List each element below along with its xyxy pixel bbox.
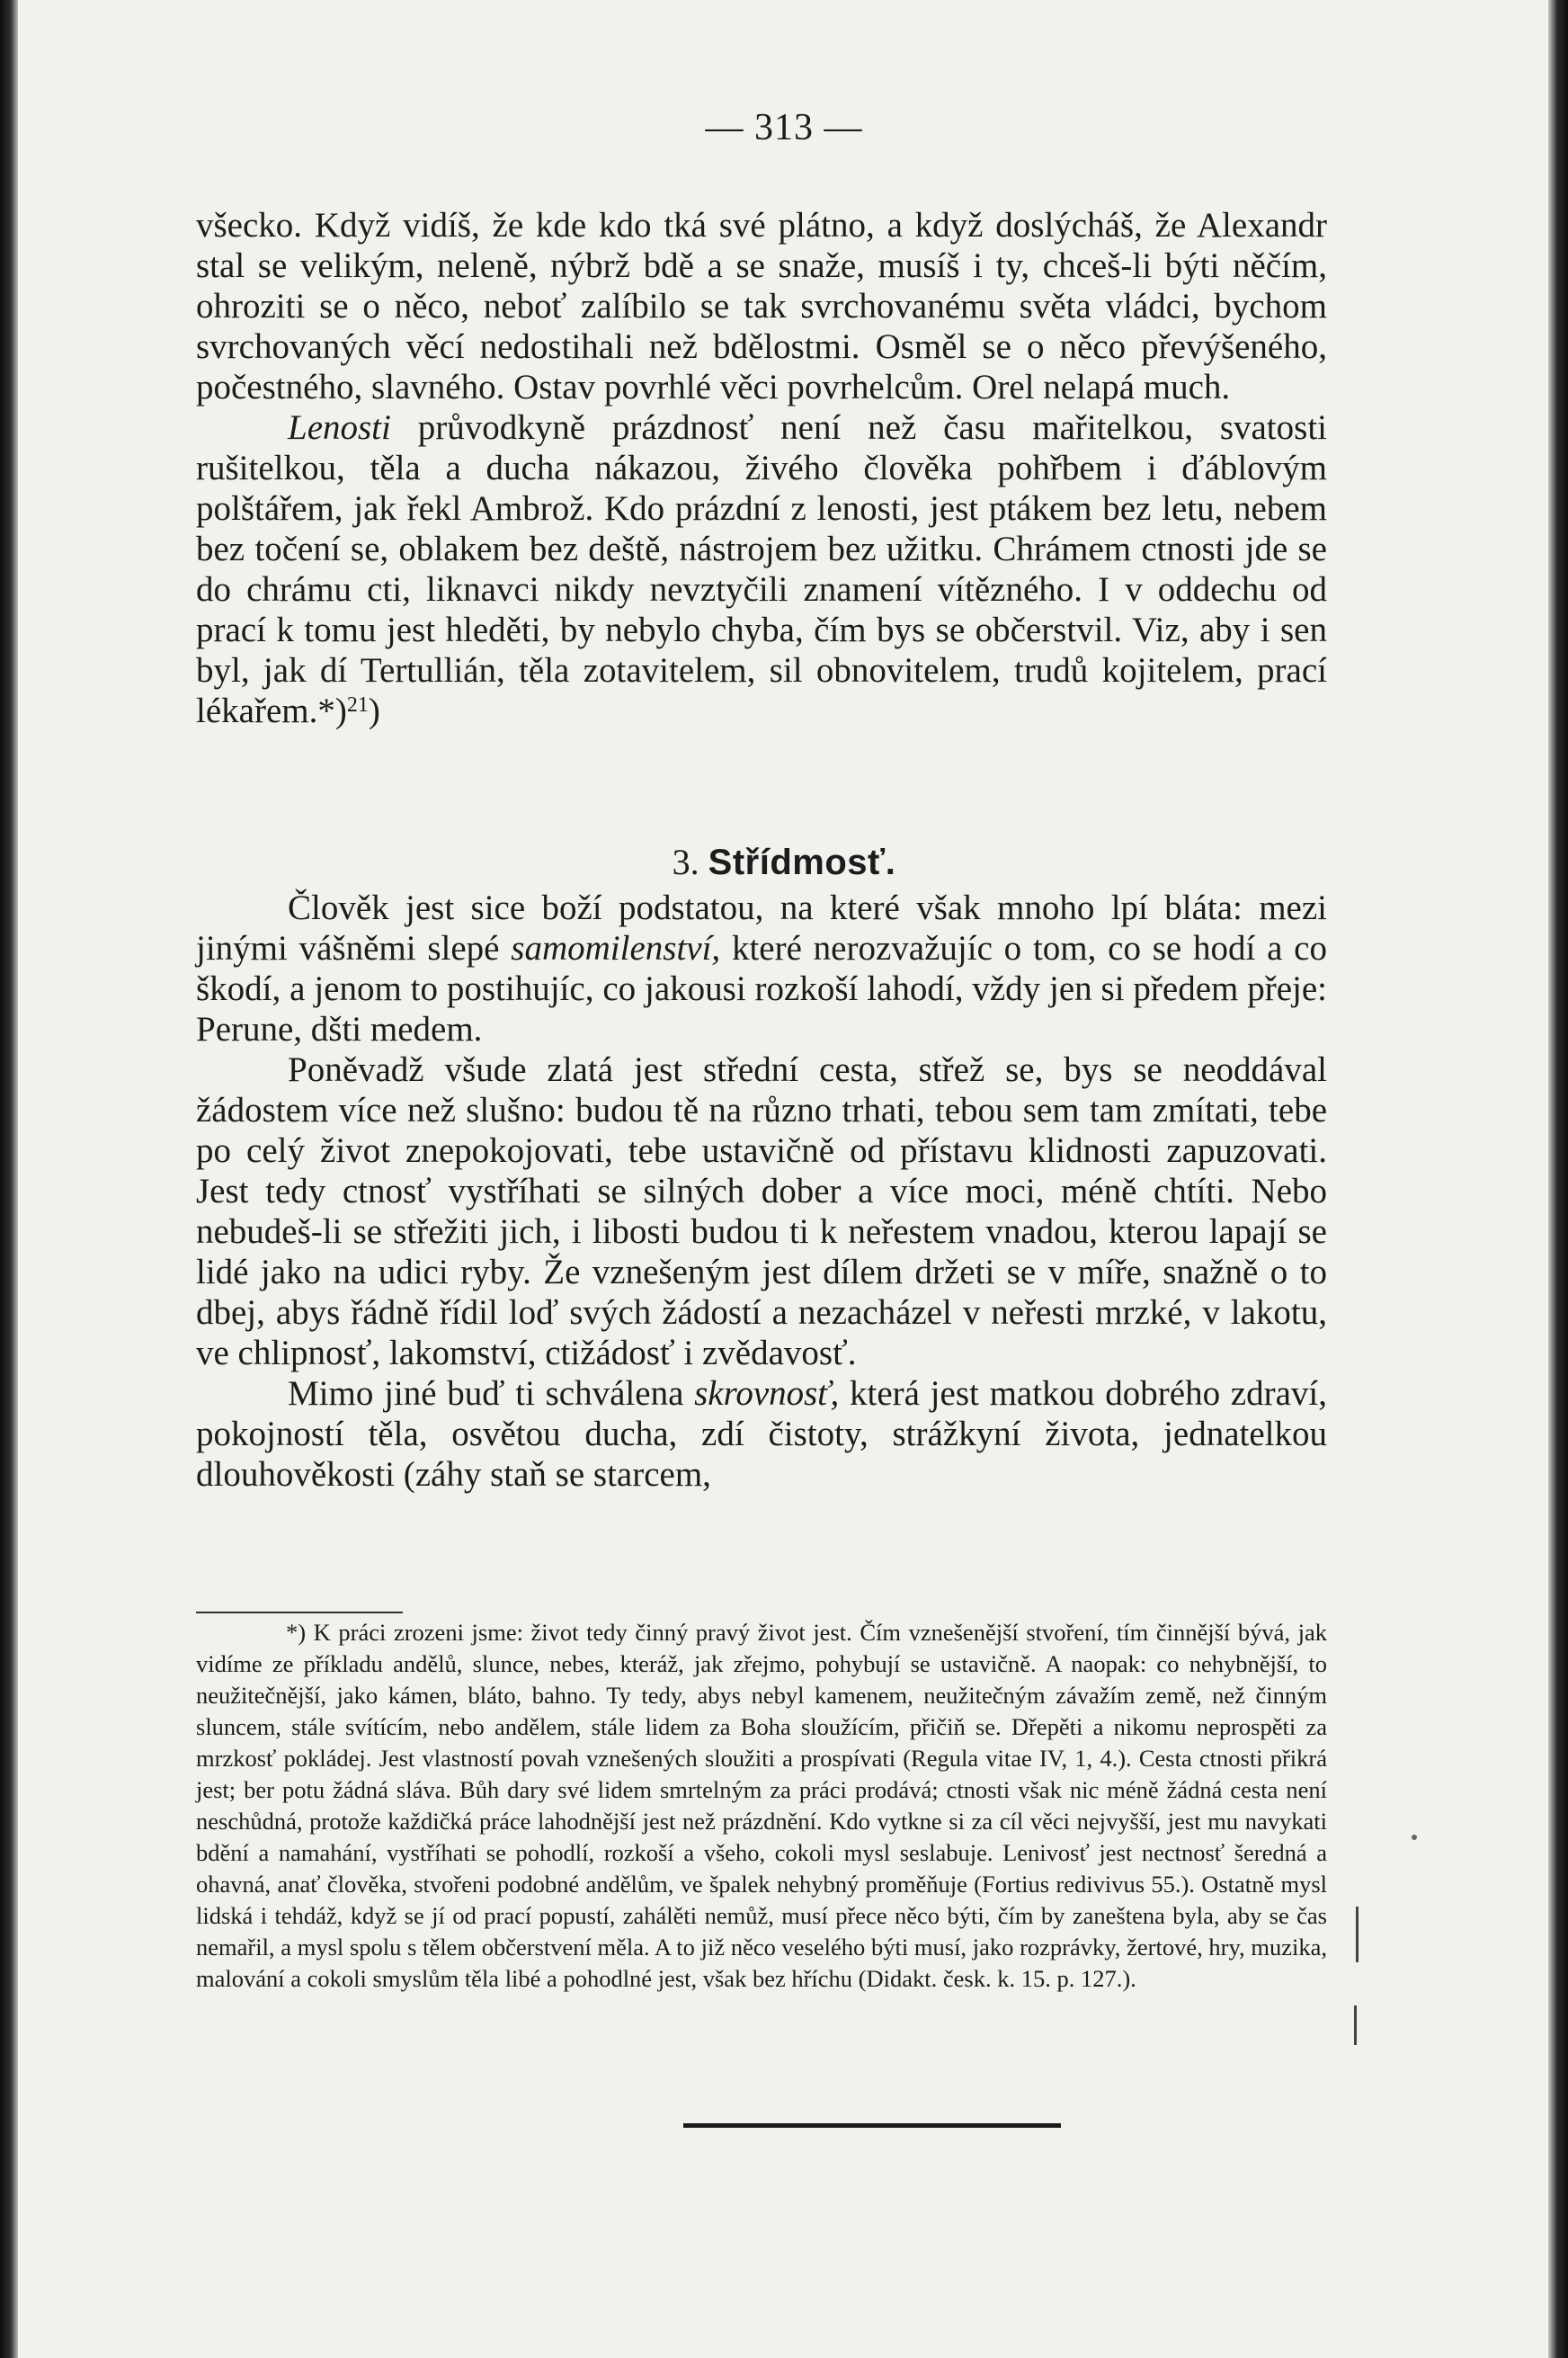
page-number: — 313 — bbox=[705, 107, 863, 148]
paragraph-frugality-a: Mimo jiné buď ti schválena bbox=[288, 1374, 695, 1413]
footnote-ref-close: ) bbox=[368, 692, 380, 730]
scan-left-edge bbox=[0, 0, 18, 2358]
paragraph-frugality-b: která jest matkou dobrého zdraví, pokojností těla, osvětou ducha, zdí čistoty, strážkyní života, jednatelkou dlouhověkosti (záhy staň se starcem, bbox=[196, 1374, 1328, 1494]
footnote-block bbox=[196, 1617, 1327, 1995]
keyword-samomilenstvi: samomilenství, bbox=[511, 929, 721, 968]
paragraph-frugality bbox=[196, 1373, 1327, 1495]
footnote-separator bbox=[196, 1612, 403, 1613]
paragraph-laziness-text: průvodkyně prázdnosť není než času mařitelkou, svatosti rušitelkou, těla a ducha nákazou, živého člověka pohřbem i ďáblovým polštářem, jak řekl Ambrož. Kdo prázdní z lenosti, jest ptákem bez letu, nebem bez točení se, oblakem bez deště, nástrojem bez užitku. Chrámem ctnosti jde se do chrámu cti, liknavci nikdy nevztyčili znamení vítězného. I v oddechu od prací k tomu jest hleděti, by nebylo chyba, čím bys se občerstvil. Viz, aby i sen byl, jak dí Tertullián, těla zotavitelem, sil obnovitelem, trudů kojitelem, prací lékařem.*) bbox=[196, 408, 1327, 730]
section-title: Střídmosť. bbox=[708, 843, 896, 882]
scan-right-edge bbox=[1548, 0, 1568, 2358]
keyword-lenosti: Lenosti bbox=[288, 408, 391, 447]
paragraph-self-love-a: Člověk jest sice boží podstatou, na které však mnoho lpí bláta: mezi jinými vášněmi slepé bbox=[196, 889, 1327, 968]
section-number: 3. bbox=[672, 842, 708, 882]
paragraph-golden-mean: Poněvadž všude zlatá jest střední cesta, střež se, bys se neoddával žádostem více než slušno: budou tě na různo trhati, tebou sem tam zmítati, tebe po celý život znepokojovati, tebe ustavičně od přístavu klidnosti zapuzovati. Jest tedy ctnosť vystříhati se silných dober a více moci, méně chtíti. Nebo nebudeš-li se střežiti jich, i libosti budou ti k neřestem vnadou, kterou lapají se lidé jako na udici ryby. Že vznešeným jest dílem držeti se v míře, snažně o to dbej, abys řádně řídil loď svých žádostí a nezacházel v neřesti mrzké, v lakotu, ve chlipnosť, lakomství, ctižádosť i zvědavosť. bbox=[196, 1050, 1327, 1372]
footnote-text: *) K práci zrozeni jsme: život tedy činný pravý život jest. Čím vznešenější stvoření, tím činnější bývá, jak vidíme ze příkladu andělů, slunce, nebes, kteráž, jak zřejmo, pohybují se ustavičně. A naopak: co nehybnější, to neužitečnější, jako kámen, bláto, bahno. Ty tedy, abys nebyl kamenem, neužitečným závažím země, než činným sluncem, stále svítícím, nebo andělem, stále lidem za Boha sloužícím, přičiň se. Dřepěti a nikomu neprospěti za mrzkosť pokládej. Jest vlastností povah vznešených sloužiti a prospívati (Regula vitae IV, 1, 4.). Cesta ctnosti přikrá jest; ber potu žádná sláva. Bůh dary své lidem smrtelným za práci prodává; ctnosti však nic méně žádná cesta není neschůdná, protože každičká práce lahodnější jest než prázdnění. Kdo vytkne si za cíl věci nejvyšší, jest mu navykati bdění a namahání, vystříhati se pohodlí, rozkoší a všeho, cokoli mysl seslabuje. Lenivosť jest nectnosť šeredná a ohavná, anať člověka, stvořeni podobné andělům, ve špalek nehybný proměňuje (Fortius redivivus 55.). Ostatně mysl lidská i tehdáž, když se jí od prací popustí, zahálěti nemůž, musí přece něco býti, čím by zaneštena byla, aby se čas nemařil, a mysl spolu s tělem občerstvení měla. A to již něco veselého býti musí, jako rozprávky, žertové, hry, muzika, malování a cokoli smyslům těla libé a pohodlné jest, však bez hříchu (Didakt. česk. k. 15. p. 127.). bbox=[196, 1619, 1327, 1992]
paragraph-continuation: všecko. Když vidíš, že kde kdo tká své plátno, a když doslýcháš, že Alexandr stal se velikým, neleně, nýbrž bdě a se snaže, musíš i ty, chceš-li býti něčím, ohroziti se o něco, neboť zalíbilo se tak svrchovanému světa vládci, bychom svrchovaných věcí nedostihali než bdělostmi. Osměl se o něco převýšeného, počestného, slavného. Ostav povrhlé věci povrhelcům. Orel nelapá much. bbox=[196, 206, 1327, 406]
section-heading bbox=[0, 841, 1568, 883]
keyword-skrovnost: skrovnosť, bbox=[694, 1374, 840, 1413]
margin-pencil-mark bbox=[1356, 1907, 1359, 1962]
paragraph-self-love-b: které nerozvažujíc o tom, co se hodí a co škodí, a jenom to postihujíc, co jakousi rozkoší lahodí, vždy jen si předem přeje: Perune, dšti medem. bbox=[196, 929, 1327, 1049]
body-text-section bbox=[196, 888, 1327, 1495]
end-rule bbox=[683, 2123, 1061, 2128]
body-text-top bbox=[196, 205, 1327, 731]
paragraph-self-love bbox=[196, 888, 1327, 1049]
margin-pencil-mark-2 bbox=[1354, 2005, 1357, 2045]
paragraph-laziness bbox=[196, 407, 1327, 731]
scan-speck bbox=[1412, 1835, 1417, 1840]
footnote-ref: 21 bbox=[346, 693, 369, 717]
